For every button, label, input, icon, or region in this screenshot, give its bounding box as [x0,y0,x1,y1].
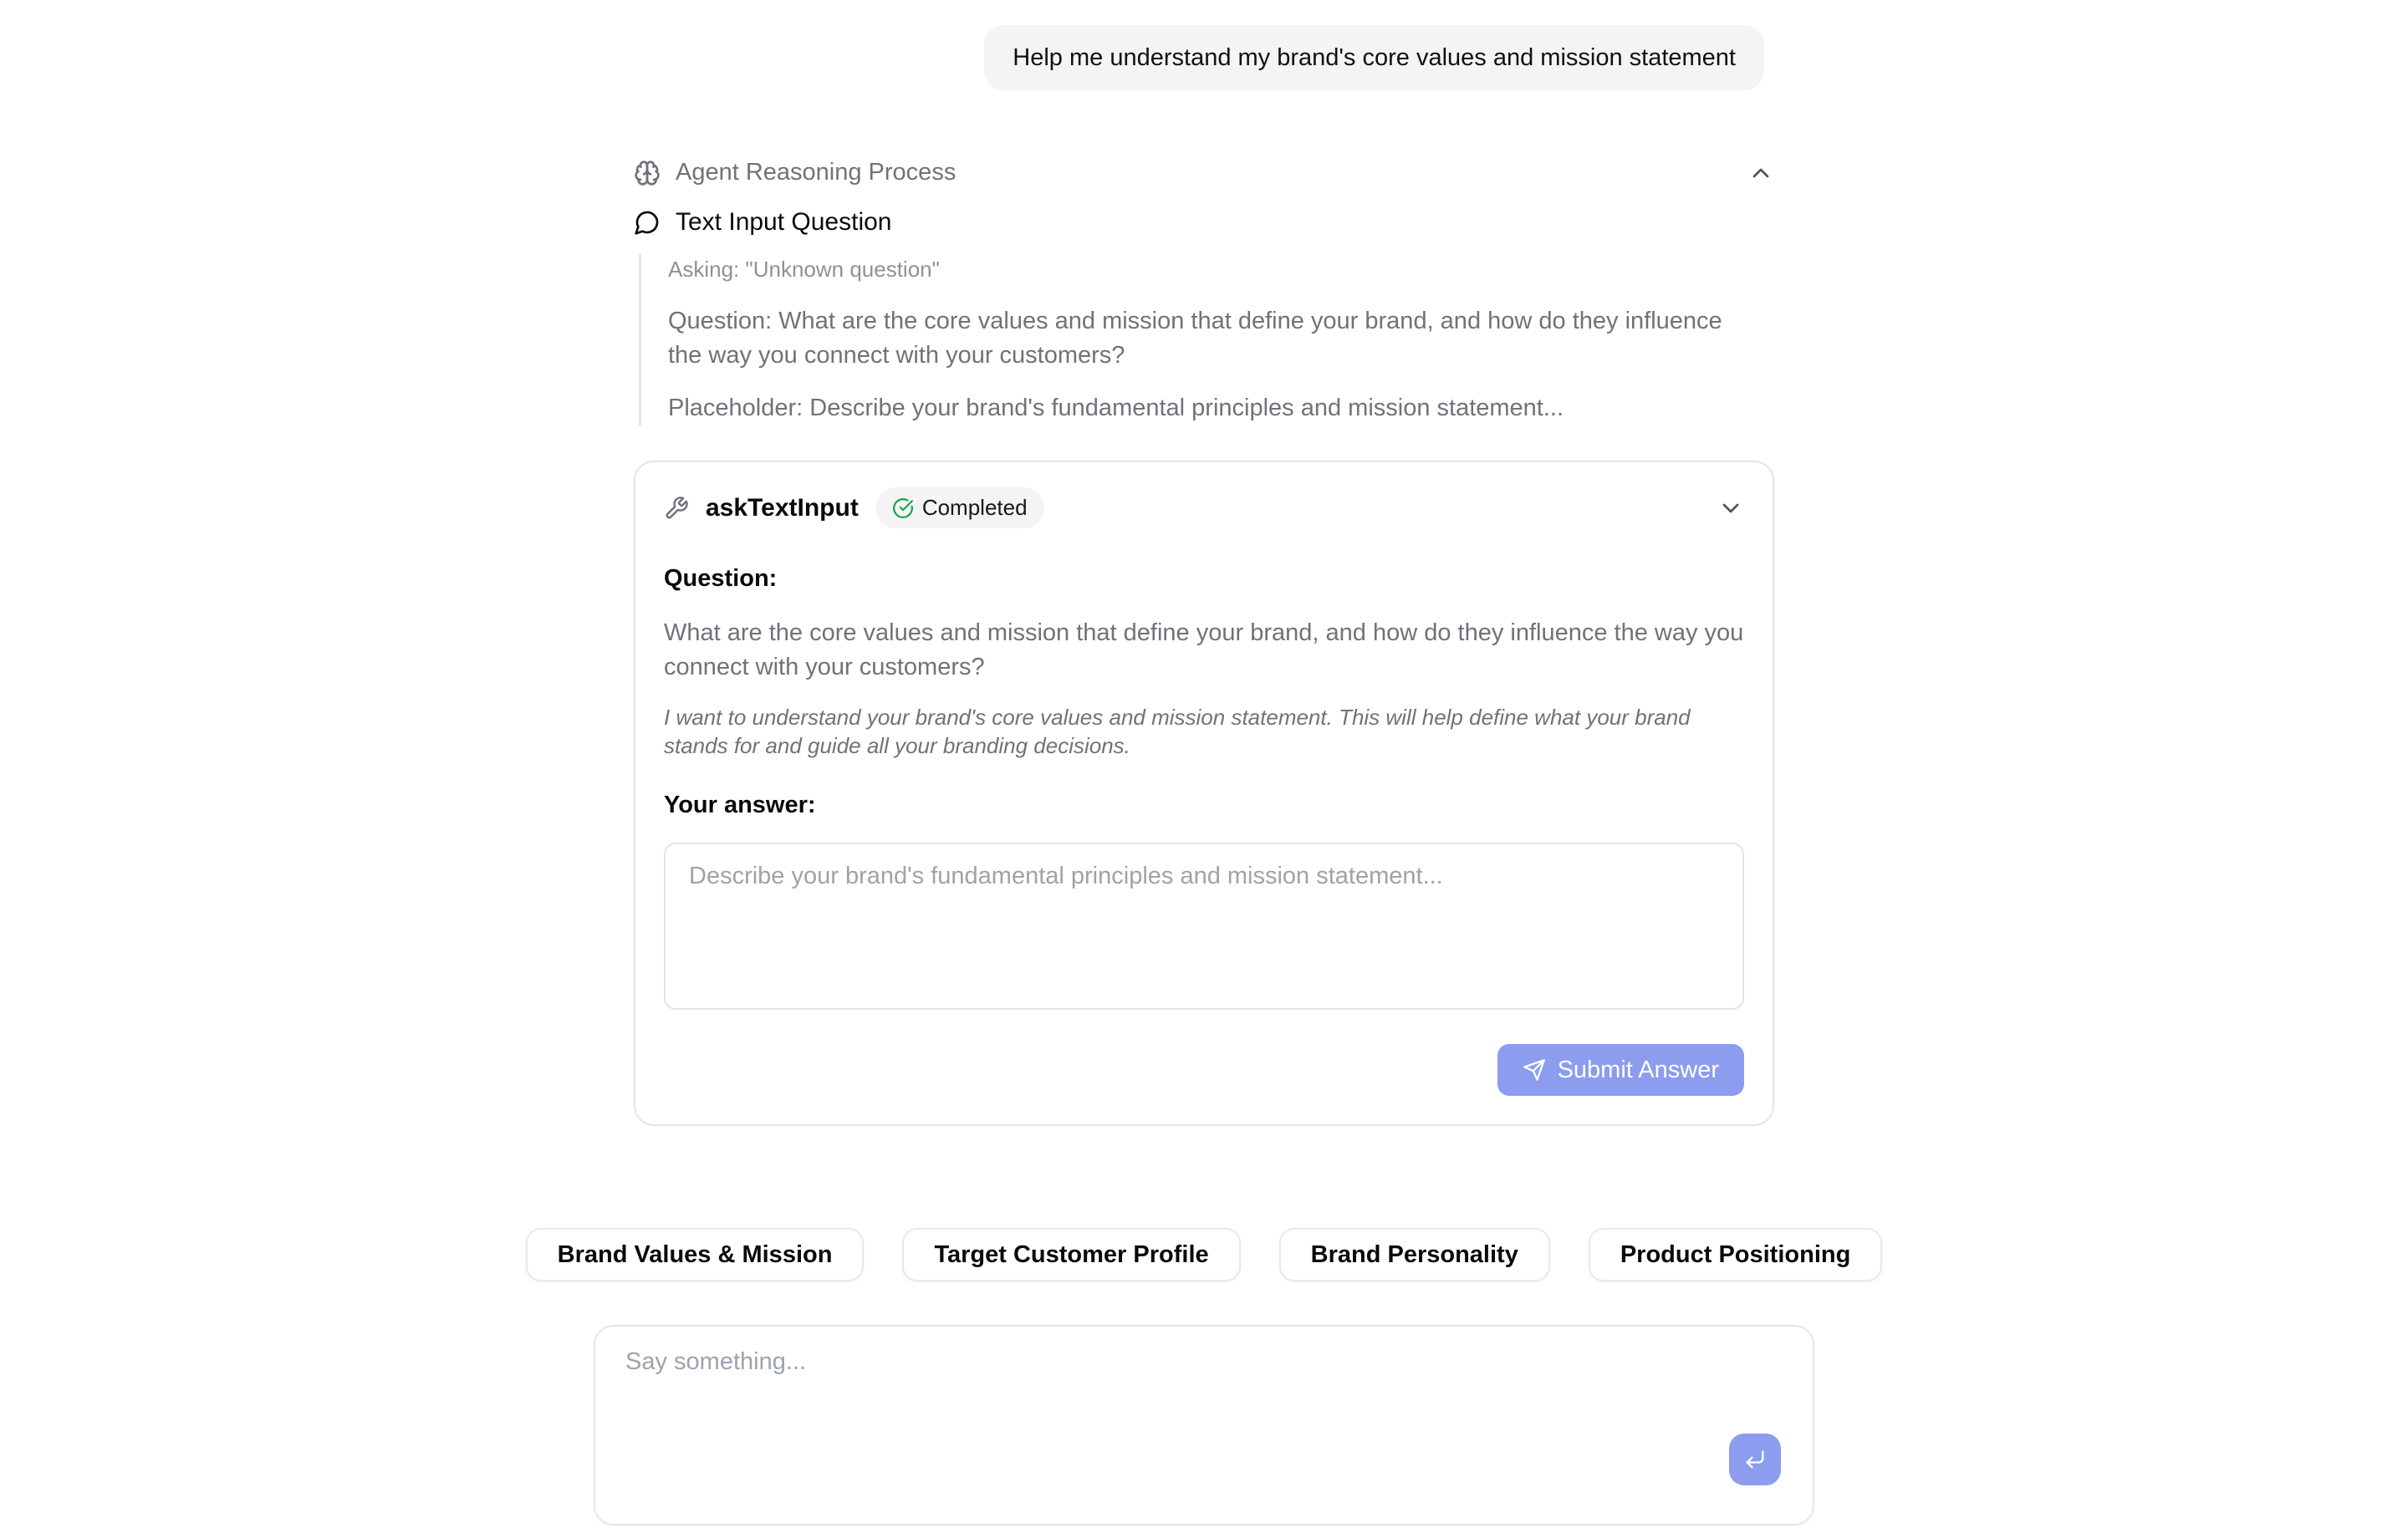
user-message-bubble: Help me understand my brand's core values and mission statement [984,25,1764,90]
suggestion-chip-brand-personality[interactable]: Brand Personality [1279,1228,1550,1281]
suggestion-chips-row [557,1228,1851,1281]
chevron-up-icon [1747,160,1774,186]
message-composer [594,1325,1814,1525]
answer-label: Your answer: [664,792,816,818]
chat-column [557,0,1851,1525]
agent-reasoning-section [634,159,1774,425]
agent-reasoning-header[interactable] [634,159,1774,186]
tool-card-asktextinput [634,461,1774,1126]
submit-answer-button[interactable] [1497,1044,1744,1096]
suggestion-chip-brand-values[interactable]: Brand Values & Mission [526,1228,865,1281]
check-circle-icon [892,497,914,519]
suggestion-chip-target-customer[interactable]: Target Customer Profile [902,1228,1240,1281]
reasoning-step [634,208,1774,425]
brain-icon [634,160,661,186]
agent-reasoning-title: Agent Reasoning Process [676,159,957,186]
status-badge-label: Completed [921,495,1028,520]
status-badge [875,487,1044,528]
answer-input[interactable] [664,843,1744,1010]
collapse-tool-card-button[interactable] [1717,495,1744,522]
wrench-icon [664,496,689,521]
tool-card-header-left [664,487,1044,528]
question-note: I want to understand your brand's core values and mission statement. This will help define what your brand stands for and guide all your branding decisions. [664,705,1691,758]
composer-send-button[interactable] [1729,1434,1781,1485]
tool-card-header[interactable] [635,462,1773,528]
suggestion-chip-product-positioning[interactable]: Product Positioning [1589,1228,1883,1281]
collapse-reasoning-button[interactable] [1747,160,1774,186]
message-circle-icon [634,209,661,236]
composer-input[interactable] [595,1327,1813,1524]
reasoning-placeholder-text: Placeholder: Describe your brand's fundamental principles and mission statement... [668,395,1564,421]
submit-answer-label: Submit Answer [1557,1056,1719,1083]
reasoning-asking-text: Asking: "Unknown question" [668,257,940,282]
question-label: Question: [664,565,778,592]
question-text: What are the core values and mission that define your brand, and how do they influence the way you connect with your customers? [664,619,1744,680]
send-icon [1523,1058,1546,1082]
reasoning-step-title: Text Input Question [676,208,892,236]
reasoning-question-text: Question: What are the core values and mission that define your brand, and how do they influence the way you connect with your customers? [668,308,1722,369]
reasoning-step-title-row [634,208,1774,237]
return-icon [1743,1448,1767,1471]
tool-card-body [635,565,1773,1124]
user-message-row [594,25,1814,90]
agent-reasoning-header-left [634,159,956,186]
submit-row [664,1044,1744,1096]
reasoning-step-body [639,253,1726,425]
tool-name: askTextInput [706,493,859,522]
chevron-down-icon [1717,495,1744,522]
